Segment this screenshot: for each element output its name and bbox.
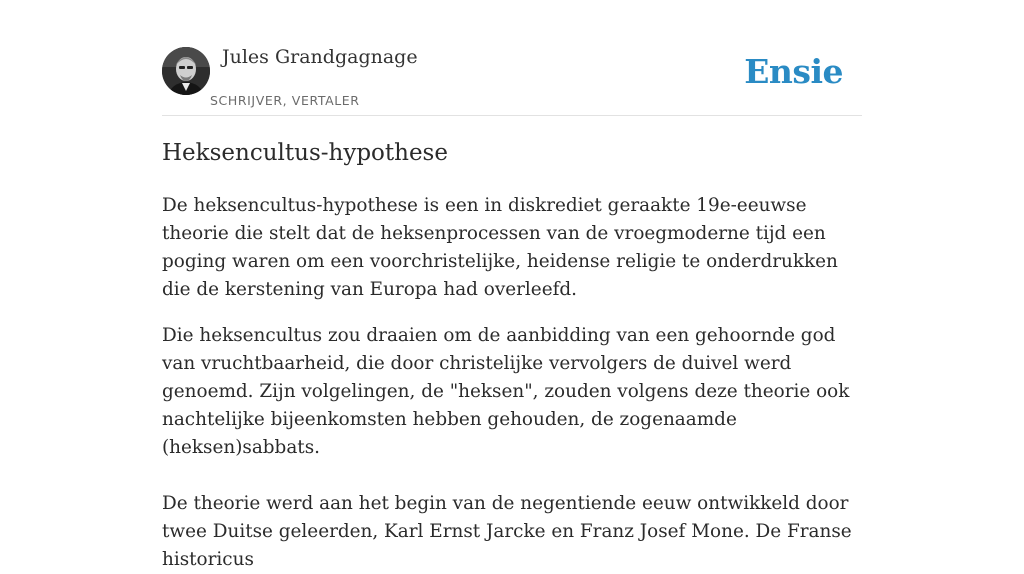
author-role: SCHRIJVER, VERTALER [210, 93, 360, 108]
article-header [162, 46, 862, 116]
article-body [162, 192, 866, 574]
brand-logo[interactable]: Ensie [744, 52, 843, 91]
header-divider [162, 115, 862, 116]
author-portrait-icon [162, 47, 210, 95]
author-name[interactable]: Jules Grandgagnage [222, 46, 418, 68]
article-title: Heksencultus-hypothese [162, 140, 448, 166]
article-paragraph: De theorie werd aan het begin van de negentiende eeuw ontwikkeld door twee Duitse geleerden, Karl Ernst Jarcke en Franz Josef Mone. De Franse historicus [162, 493, 852, 570]
article-paragraph: Die heksencultus zou draaien om de aanbidding van een gehoornde god van vruchtbaarheid, die door christelijke vervolgers de duivel werd genoemd. Zijn volgelingen, de "heksen", zouden volgens deze theorie ook nachtelijke bijeenkomsten hebben gehouden, de zogenaamde (heksen)sabbats. [162, 325, 850, 458]
author-avatar[interactable] [162, 47, 210, 95]
article-paragraph: De heksencultus-hypothese is een in diskrediet geraakte 19e-eeuwse theorie die stelt dat de heksenprocessen van de vroegmoderne tijd een poging waren om een voorchristelijke, heidense religie te onderdrukken die de kerstening van Europa had overleefd. [162, 195, 838, 300]
